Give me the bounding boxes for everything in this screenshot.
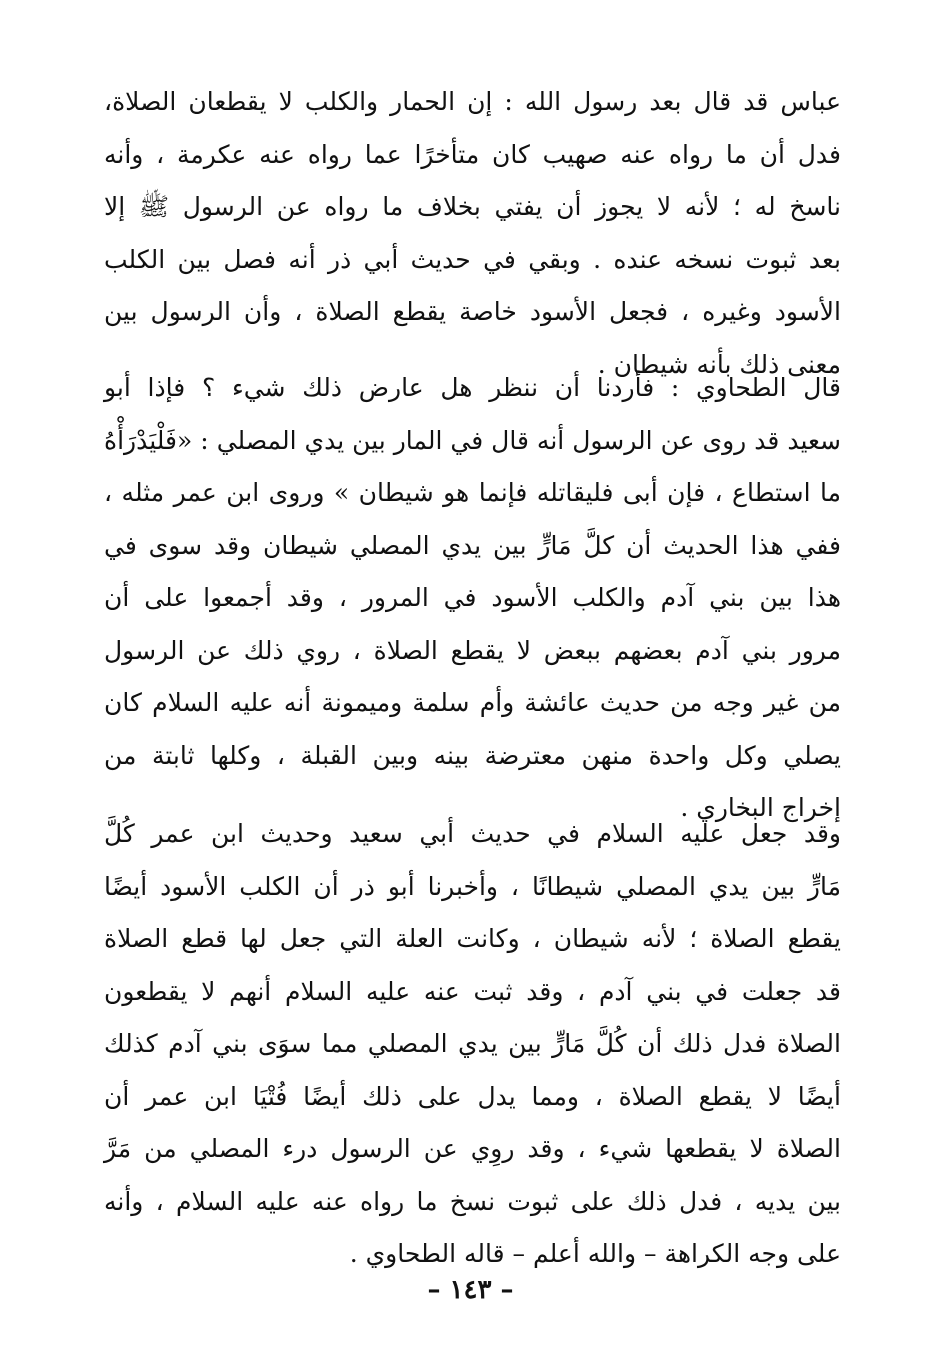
text-line: قد جعلت في بني آدم ، وقد ثبت عنه عليه السلام أنهم لا يقطعون — [104, 976, 841, 1006]
text-line: معنى ذلك بأنه شيطان . — [597, 349, 841, 379]
text-line: سعيد قد روى عن الرسول أنه قال في المار بين يدي المصلي : «فَلْيَدْرَأْهُ — [104, 425, 841, 455]
text-line: الصلاة لا يقطعها شيء ، وقد روِي عن الرسول درء المصلي من مَرَّ — [104, 1134, 841, 1163]
text-line: مَارٍّ بين يدي المصلي شيطانًا ، وأخبرنا أبو ذر أن الكلب الأسود أيضًا — [104, 871, 841, 901]
text-line: ناسخ له ؛ لأنه لا يجوز أن يفتي بخلاف ما رواه عن الرسول ﷺ إلا — [104, 192, 841, 221]
text-line: ففي هذا الحديث أن كلَّ مَارٍّ بين يدي المصلي شيطان وقد سوى في — [104, 530, 841, 560]
text-line: عباس قد قال بعد رسول الله : إن الحمار والكلب لا يقطعان الصلاة، — [104, 87, 841, 116]
text-line: الأسود وغيره ، فجعل الأسود خاصة يقطع الصلاة ، وأن الرسول بين — [104, 297, 841, 326]
text-line: بعد ثبوت نسخه عنده . وبقي في حديث أبي ذر أنه فصل بين الكلب — [104, 244, 841, 274]
paragraph-3 — [104, 808, 841, 1281]
text-line: إخراج البخاري . — [680, 793, 841, 822]
text-line: هذا بين بني آدم والكلب الأسود في المرور ، وقد أجمعوا على أن — [104, 583, 841, 612]
text-line: أيضًا لا يقطع الصلاة ، ومما يدل على ذلك أيضًا فُتْيَا ابن عمر أن — [104, 1081, 841, 1111]
text-line: على وجه الكراهة – والله أعلم – قاله الطحاوي . — [349, 1239, 841, 1268]
text-line: وقد جعل عليه السلام في حديث أبي سعيد وحديث ابن عمر كُلَّ — [104, 819, 841, 848]
text-line: الصلاة فدل ذلك أن كُلَّ مَارٍّ بين يدي المصلي مما سوَى بني آدم كذلك — [104, 1029, 841, 1058]
text-line: يقطع الصلاة ؛ لأنه شيطان ، وكانت العلة التي جعل لها قطع الصلاة — [104, 924, 841, 953]
text-line: فدل أن ما رواه عنه صهيب كان متأخرًا عما رواه عنه عكرمة ، وأنه — [104, 139, 841, 169]
text-line: مرور بني آدم بعضهم ببعض لا يقطع الصلاة ، روي ذلك عن الرسول — [104, 635, 841, 665]
text-line: من غير وجه من حديث عائشة وأم سلمة وميمونة أنه عليه السلام كان — [104, 688, 841, 717]
text-line: ما استطاع ، فإن أبى فليقاتله فإنما هو شيطان » وروى ابن عمر مثله ، — [104, 478, 841, 507]
text-line: بين يديه ، فدل ذلك على ثبوت نسخ ما رواه عنه عليه السلام ، وأنه — [104, 1186, 841, 1216]
paragraph-1 — [104, 76, 841, 391]
text-line: قال الطحاوي : فأردنا أن ننظر هل عارض ذلك شيء ؟ فإذا أبو — [104, 373, 841, 402]
paragraph-2 — [104, 362, 841, 835]
text-line: يصلي وكل واحدة منهن معترضة بينه وبين القبلة ، وكلها ثابتة من — [104, 740, 841, 770]
page-number: – ١٤٣ – — [427, 1275, 514, 1305]
